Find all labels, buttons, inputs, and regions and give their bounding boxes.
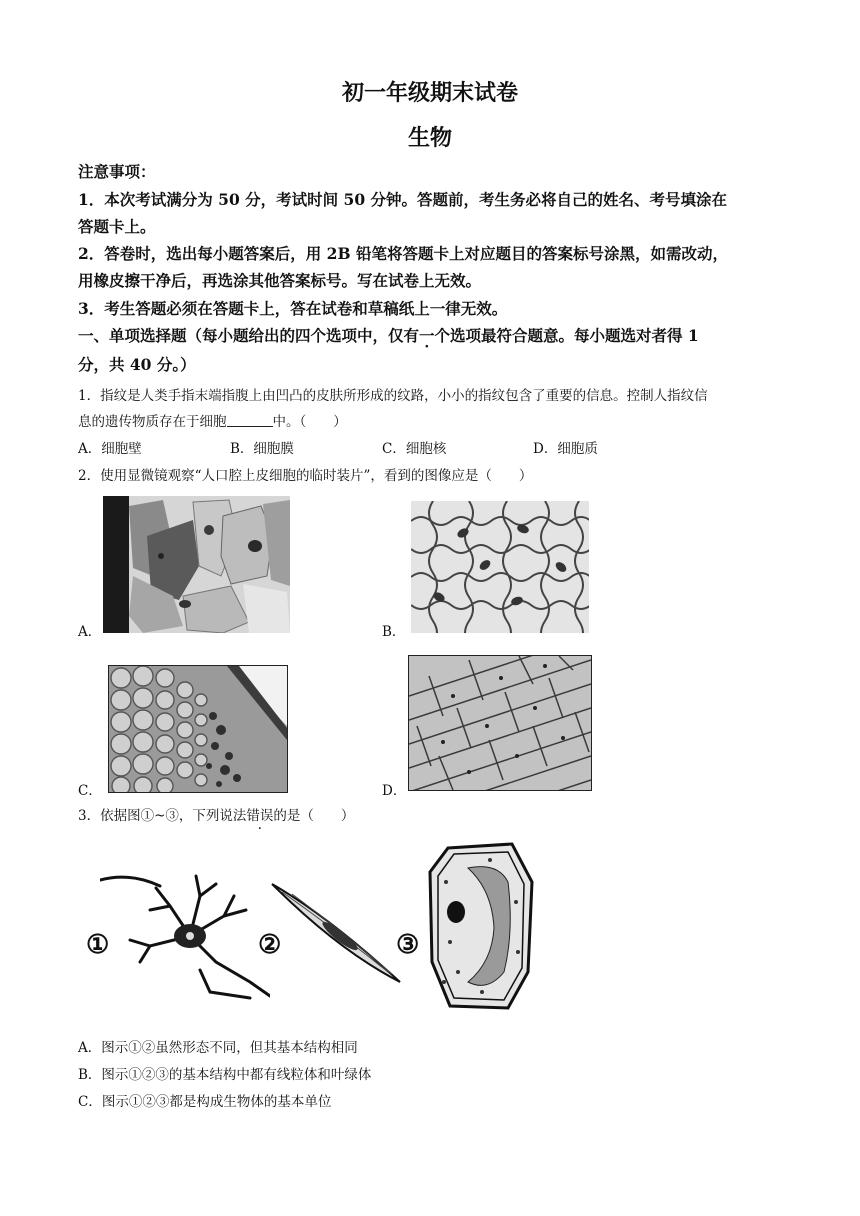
q3-option-c: C．图示①②③都是构成生物体的基本单位 [78, 1094, 332, 1110]
leaf-epidermis-image [411, 501, 589, 633]
onion-epidermis-image [408, 655, 592, 791]
plant-cell-figure [428, 842, 536, 1010]
q1-option-c: C．细胞核 [382, 441, 447, 457]
section-heading-post: 选项最符合题意。每小题选对者得 1 [450, 326, 699, 345]
q1-stem-line-1: 1．指纹是人类手指末端指腹上由凹凸的皮肤所形成的纹路，小小的指纹包含了重要的信息。控制人指纹信 [78, 388, 708, 404]
section-heading-pre: 一、单项选择题（每小题给出的四个选项中，仅 [78, 326, 404, 345]
q1-stem-post: 中。（ ） [272, 414, 347, 430]
q1-answer-blank [227, 414, 273, 427]
notice-item-1-line-2: 答题卡上。 [78, 217, 156, 236]
q1-option-b: B．细胞膜 [230, 441, 294, 457]
q1-option-a: A．细胞壁 [78, 441, 142, 457]
q2-label-d: D． [382, 783, 407, 799]
cheek-cells-image [103, 496, 290, 633]
q3-option-b: B．图示①②③的基本结构中都有线粒体和叶绿体 [78, 1067, 372, 1083]
q2-label-c: C． [78, 783, 102, 799]
figure-label-2: ② [258, 930, 282, 960]
notice-item-3: 3．考生答题必须在答题卡上，答在试卷和草稿纸上一律无效。 [78, 299, 508, 318]
notice-heading: 注意事项： [78, 162, 156, 181]
q1-option-d: D．细胞质 [533, 441, 598, 457]
q3-stem-post: 的是（ ） [273, 808, 355, 824]
section-heading-line-2: 分，共 40 分。） [78, 355, 196, 374]
section-heading-emphasis: 有一个 [403, 326, 451, 345]
stem-section-image [108, 665, 288, 793]
section-heading-line-1 [78, 324, 699, 346]
q2-label-a: A． [78, 624, 102, 640]
notice-item-2-line-1: 2．答卷时，选出每小题答案后，用 2B 铅笔将答题卡上对应题目的答案标号涂黑，如需改动， [78, 244, 728, 263]
q2-stem: 2．使用显微镜观察“人口腔上皮细胞的临时装片”，看到的图像应是（ ） [78, 468, 533, 484]
notice-item-2-line-2: 用橡皮擦干净后，再选涂其他答案标号。写在试卷上无效。 [78, 271, 482, 290]
subject-title: 生物 [407, 125, 452, 151]
q2-label-b: B． [382, 624, 406, 640]
q3-stem-pre: 3．依据图①~③，下列说法 [78, 808, 247, 824]
q3-stem-emphasis: 错误 [246, 808, 274, 824]
q1-stem-line-2 [78, 410, 347, 430]
notice-item-1-line-1: 1．本次考试满分为 50 分，考试时间 50 分钟。答题前，考生务必将自己的姓名、考号填涂在 [78, 190, 728, 209]
exam-title: 初一年级期末试卷 [341, 80, 518, 106]
q3-option-a: A．图示①②虽然形态不同，但其基本结构相同 [78, 1040, 358, 1056]
figure-label-3: ③ [396, 930, 420, 960]
neuron-figure [100, 866, 270, 1002]
figure-label-1: ① [86, 930, 110, 960]
muscle-cell-figure [268, 880, 404, 986]
q3-stem [78, 804, 354, 824]
q1-stem-pre: 息的遗传物质存在于细胞 [78, 414, 227, 430]
